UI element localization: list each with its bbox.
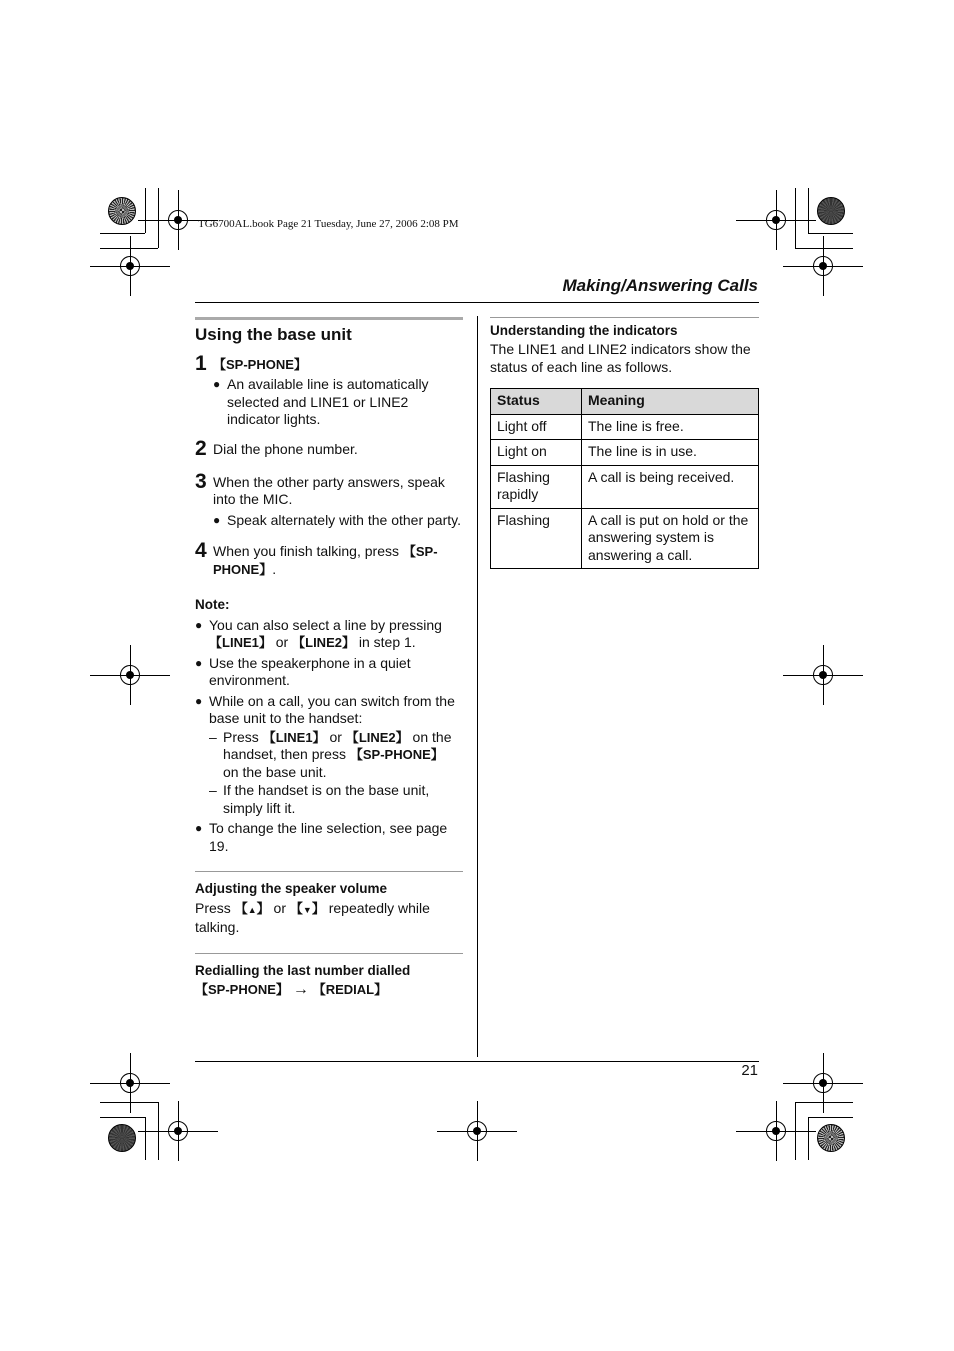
- sp-phone-key: SP-PHONE: [226, 356, 294, 372]
- list-item: [195, 820, 463, 855]
- list-item: [195, 655, 463, 690]
- line2-key: LINE2: [358, 729, 396, 745]
- right-column: [490, 317, 759, 569]
- note-text: To change the line selection, see page 19.: [209, 820, 448, 854]
- registration-disk: [817, 197, 845, 225]
- registration-target: [764, 208, 788, 232]
- note-text: Use the speakerphone in a quiet environment.: [209, 654, 411, 688]
- crop-mark: [808, 1117, 853, 1118]
- table-row: [491, 508, 759, 569]
- sp-phone-key: SP-PHONE: [362, 747, 431, 762]
- note-text: Press: [223, 728, 263, 745]
- registration-disk: [108, 197, 136, 225]
- table-row: [491, 414, 759, 440]
- registration-disk: [817, 1124, 845, 1152]
- registration-target: [811, 1071, 835, 1095]
- volume-title: Adjusting the speaker volume: [195, 881, 388, 896]
- crop-mark: [145, 188, 146, 233]
- registration-target: [811, 663, 835, 687]
- note-text: on the handset, then press: [223, 728, 452, 762]
- section-rule: [195, 871, 463, 872]
- step-number: 4: [195, 539, 207, 562]
- arrow-icon: →: [292, 981, 309, 998]
- registration-target: [465, 1119, 489, 1143]
- bullet-icon: ●: [195, 617, 203, 632]
- crop-mark: [795, 248, 853, 249]
- line1-key: LINE1: [275, 729, 313, 745]
- step-3: [195, 469, 463, 530]
- indicators-title: Understanding the indicators: [490, 323, 678, 338]
- meaning-cell: A call is put on hold or the answering system is answering a call.: [582, 508, 759, 569]
- key-bracket: 】: [293, 356, 307, 372]
- sub-list-item: – Press 【LINE1】 or 【LINE2】 on the handset, then press 【SP-PHONE】 on the base unit.: [209, 728, 452, 780]
- note-text: While on a call, you can switch from the base unit to the handset:: [209, 692, 455, 726]
- section-rule: [490, 317, 759, 318]
- section-title: Making/Answering Calls: [562, 276, 758, 295]
- heading-rule: [195, 317, 463, 320]
- status-cell: Light on: [491, 440, 582, 466]
- status-cell: Flashing rapidly: [491, 465, 582, 508]
- crop-mark: [100, 1117, 145, 1118]
- sub-list-item: [195, 782, 463, 817]
- status-cell: Light off: [491, 414, 582, 440]
- step-4: [195, 541, 463, 578]
- redial-sequence: 【SP-PHONE】 → 【REDIAL】: [195, 981, 388, 998]
- sp-phone-key: SP-PHONE: [208, 982, 276, 997]
- crop-mark: [795, 1102, 853, 1103]
- note-text: You can also select a line by pressing: [209, 616, 442, 633]
- volume-up-key: ▲: [247, 904, 257, 915]
- note-text: or: [271, 634, 293, 650]
- heading-using-base-unit: Using the base unit: [195, 325, 352, 344]
- section-rule: [195, 953, 463, 954]
- list-item: [195, 693, 463, 728]
- step-text: When you finish talking, press: [213, 543, 403, 559]
- redial-title: Redialling the last number dialled: [195, 962, 411, 978]
- line2-key: LINE2: [305, 635, 342, 650]
- list-item: [213, 376, 463, 429]
- key-bracket: 】: [259, 561, 273, 577]
- page-number: 21: [741, 1062, 758, 1079]
- crop-mark: [100, 248, 158, 249]
- indicators-intro: The LINE1 and LINE2 indicators show the status of each line as follows.: [490, 341, 751, 375]
- step-number: 2: [195, 436, 207, 460]
- left-column: [195, 317, 463, 999]
- column-header-meaning: Meaning: [582, 389, 759, 415]
- crop-mark: [808, 1117, 809, 1160]
- volume-down-key: ▼: [302, 904, 312, 915]
- volume-text-part: repeatedly while talking.: [195, 899, 430, 935]
- step-2: [195, 436, 463, 460]
- line1-key: LINE1: [222, 635, 259, 650]
- note-text: on the base unit.: [223, 763, 327, 780]
- sp-phone-key: SP-PHONE: [213, 544, 438, 577]
- bullet-icon: ●: [195, 693, 203, 708]
- registration-target: [166, 1119, 190, 1143]
- column-divider: [477, 316, 478, 1057]
- table-row: [491, 440, 759, 466]
- footer-rule: [195, 1061, 759, 1062]
- note-text: If the handset is on the base unit, simply lift it.: [223, 782, 430, 816]
- meaning-cell: The line is free.: [582, 414, 759, 440]
- crop-mark: [158, 188, 159, 248]
- registration-target: [118, 1071, 142, 1095]
- note-text: or: [325, 728, 346, 745]
- redial-key: REDIAL: [325, 982, 375, 997]
- registration-disk: [108, 1124, 136, 1152]
- crop-mark: [100, 233, 145, 234]
- crop-mark: [145, 1117, 146, 1160]
- step-1: [195, 351, 463, 429]
- bullet-icon: ●: [195, 655, 203, 670]
- meaning-cell: The line is in use.: [582, 440, 759, 466]
- registration-target: [166, 208, 190, 232]
- key-bracket: 【: [402, 544, 416, 559]
- table-row: [491, 465, 759, 508]
- list-item: ● You can also select a line by pressing 【LINE1】 or 【LINE2】 in step 1.: [195, 616, 442, 650]
- table-header-row: [491, 389, 759, 415]
- registration-target: [118, 663, 142, 687]
- crop-mark: [795, 188, 796, 248]
- note-text: in step 1.: [354, 634, 416, 650]
- volume-text-part: Press: [195, 899, 235, 916]
- bullet-text: Speak alternately with the other party.: [227, 511, 461, 528]
- step-number: 1: [195, 351, 207, 375]
- bullet-icon: ●: [213, 512, 221, 527]
- bullet-icon: ●: [213, 377, 221, 391]
- step-text: When the other party answers, speak into the MIC.: [213, 473, 445, 507]
- crop-mark: [808, 233, 853, 234]
- print-metadata: TG6700AL.book Page 21 Tuesday, June 27, 2006 2:08 PM: [198, 218, 459, 230]
- header-rule: [195, 302, 759, 303]
- list-item: [213, 512, 463, 530]
- meaning-cell: A call is being received.: [582, 465, 759, 508]
- column-header-status: Status: [491, 389, 582, 415]
- registration-target: [118, 254, 142, 278]
- note-title: Note:: [195, 597, 230, 612]
- registration-target: [764, 1119, 788, 1143]
- crop-mark: [808, 188, 809, 233]
- indicator-table: [490, 388, 759, 569]
- bullet-icon: ●: [195, 821, 203, 835]
- step-text-end: .: [272, 560, 277, 577]
- step-text: Dial the phone number.: [213, 440, 358, 457]
- volume-text: Press 【▲】 or 【▼】 repeatedly while talking.: [195, 899, 430, 935]
- crop-mark: [100, 1102, 158, 1103]
- dash-icon: –: [209, 782, 217, 798]
- registration-target: [811, 254, 835, 278]
- volume-text-part: or: [269, 899, 290, 916]
- dash-icon: –: [209, 728, 217, 745]
- status-cell: Flashing: [491, 508, 582, 569]
- key-bracket: 【: [213, 356, 227, 372]
- step-number: 3: [195, 469, 207, 493]
- bullet-text: An available line is automatically selected and LINE1 or LINE2 indicator lights.: [227, 376, 429, 427]
